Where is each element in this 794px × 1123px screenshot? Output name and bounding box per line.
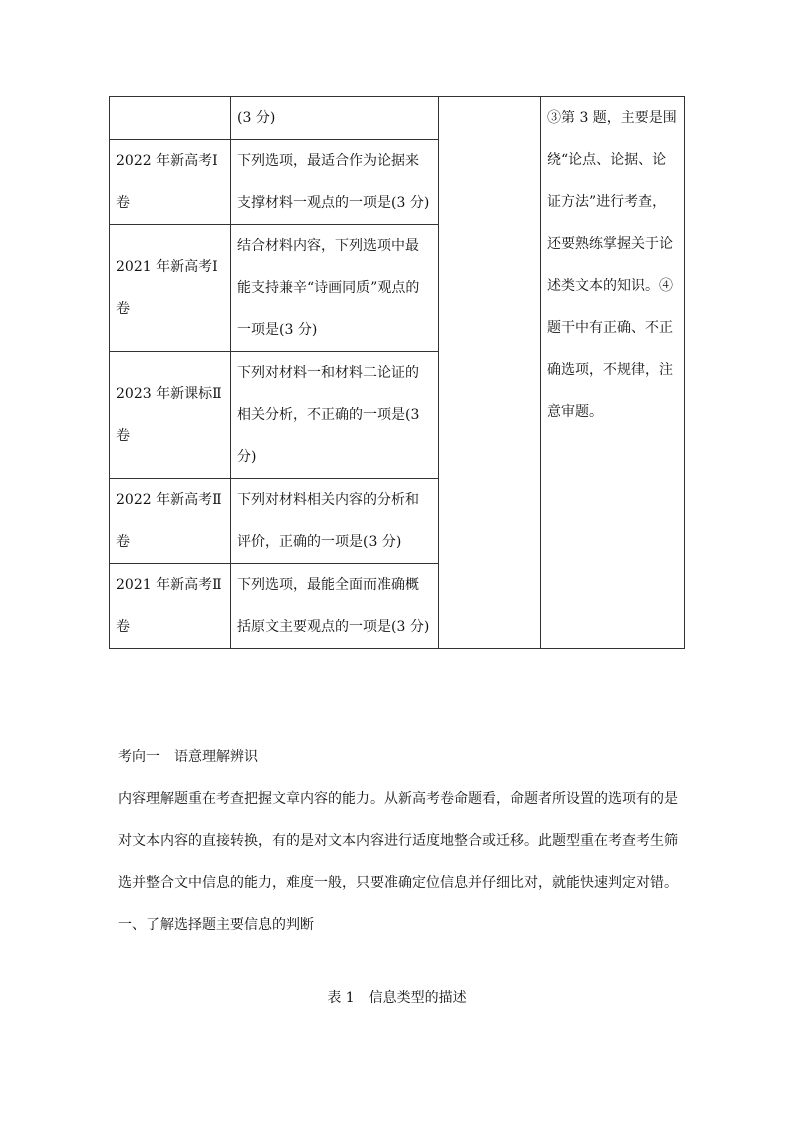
source-cell [110, 97, 231, 140]
source-cell: 2021 年新高考Ⅱ卷 [110, 564, 231, 649]
question-cell: 下列对材料相关内容的分析和评价，正确的一项是(3 分) [231, 479, 439, 564]
paragraph: 内容理解题重在考查把握文章内容的能力。从新高考卷命题看，命题者所设置的选项有的是对文本内容的直接转换，有的是对文本内容进行适度地整合或迁移。此题型重在考查考生筛选并整合文中信息的能力，难度一般，只要准确定位信息并仔细比对，就能快速判定对错。 [118, 791, 678, 891]
empty-cell [439, 97, 541, 649]
question-cell: 下列选项，最能全面而准确概括原文主要观点的一项是(3 分) [231, 564, 439, 649]
body-text [118, 736, 678, 946]
source-cell: 2022 年新高考Ⅱ卷 [110, 479, 231, 564]
source-cell: 2022 年新高考Ⅰ卷 [110, 140, 231, 225]
question-cell: 下列选项，最适合作为论据来支撑材料一观点的一项是(3 分) [231, 140, 439, 225]
exam-question-table [109, 96, 685, 649]
subheading: 一、了解选择题主要信息的判断 [118, 917, 314, 933]
question-cell: (3 分) [231, 97, 439, 140]
table-caption: 表 1 信息类型的描述 [327, 990, 467, 1006]
question-cell: 结合材料内容，下列选项中最能支持兼辛“诗画同质”观点的一项是(3 分) [231, 225, 439, 352]
section-title: 考向一 语意理解辨识 [118, 749, 258, 765]
notes-cell: ③第 3 题，主要是围绕“论点、论据、论证方法”进行考查，还要熟练掌握关于论述类文本的知识。④题干中有正确、不正确选项，不规律，注意审题。 [541, 97, 685, 649]
table-row [110, 97, 685, 140]
source-cell: 2021 年新高考Ⅰ卷 [110, 225, 231, 352]
question-cell: 下列对材料一和材料二论证的相关分析，不正确的一项是(3 分) [231, 352, 439, 479]
source-cell: 2023 年新课标Ⅱ卷 [110, 352, 231, 479]
